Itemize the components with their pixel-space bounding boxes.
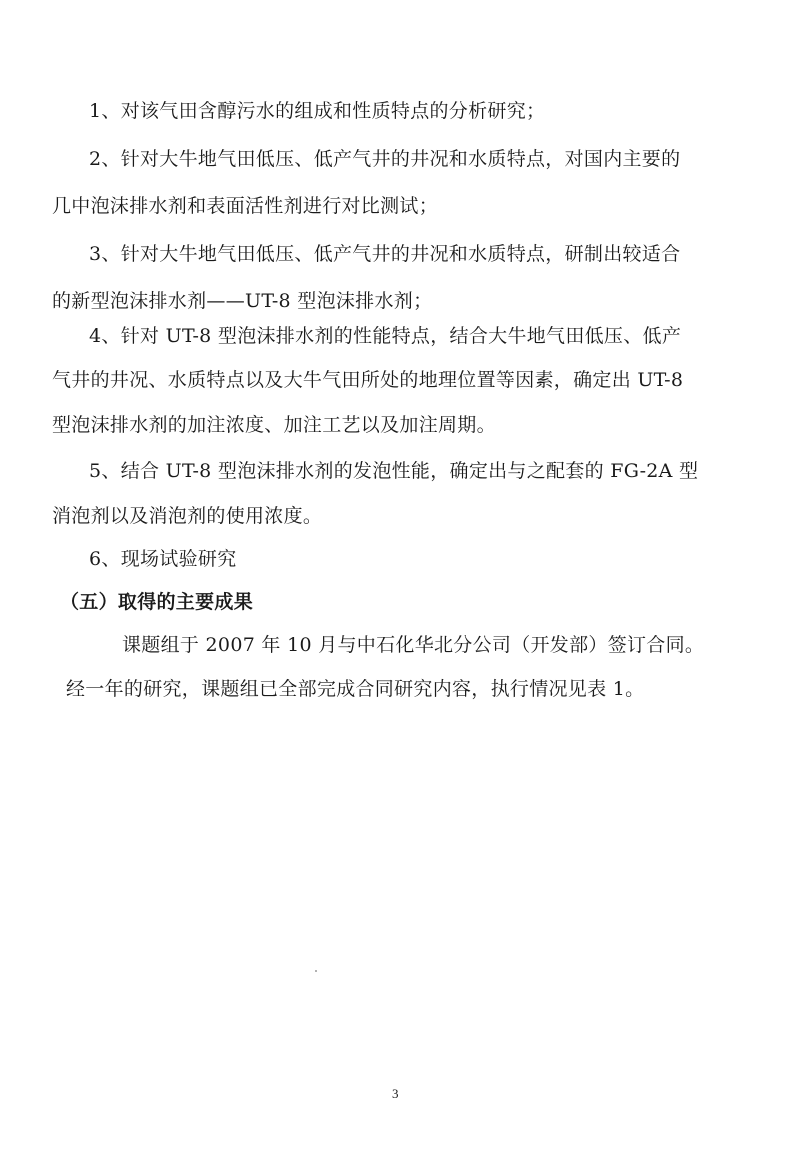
results-line-1: 课题组于 2007 年 10 月与中石化华北分公司（开发部）签订合同。 — [122, 634, 705, 656]
item-5-line-1: 5、结合 UT-8 型泡沫排水剂的发泡性能，确定出与之配套的 FG-2A 型 — [89, 460, 699, 482]
item-5-line-2: 消泡剂以及消泡剂的使用浓度。 — [52, 505, 323, 527]
item-6-line: 6、现场试验研究 — [89, 548, 237, 570]
section-heading: （五）取得的主要成果 — [60, 591, 254, 613]
results-line-2: 经一年的研究，课题组已全部完成合同研究内容，执行情况见表 1。 — [66, 678, 645, 700]
item-2-line-1: 2、针对大牛地气田低压、低产气井的井况和水质特点，对国内主要的 — [89, 148, 681, 170]
scan-speck — [315, 970, 317, 972]
item-4-line-2: 气井的井况、水质特点以及大牛气田所处的地理位置等因素，确定出 UT-8 — [52, 369, 684, 391]
item-4-line-3: 型泡沫排水剂的加注浓度、加注工艺以及加注周期。 — [52, 414, 496, 436]
item-1-line: 1、对该气田含醇污水的组成和性质特点的分析研究； — [89, 100, 546, 122]
item-3-line-1: 3、针对大牛地气田低压、低产气井的井况和水质特点，研制出较适合 — [89, 243, 681, 265]
page-number: 3 — [392, 1086, 399, 1101]
item-4-line-1: 4、针对 UT-8 型泡沫排水剂的性能特点，结合大牛地气田低压、低产 — [89, 325, 682, 347]
item-3-line-2: 的新型泡沫排水剂——UT-8 型泡沫排水剂； — [52, 290, 433, 312]
item-2-line-2: 几中泡沫排水剂和表面活性剂进行对比测试； — [52, 195, 439, 217]
